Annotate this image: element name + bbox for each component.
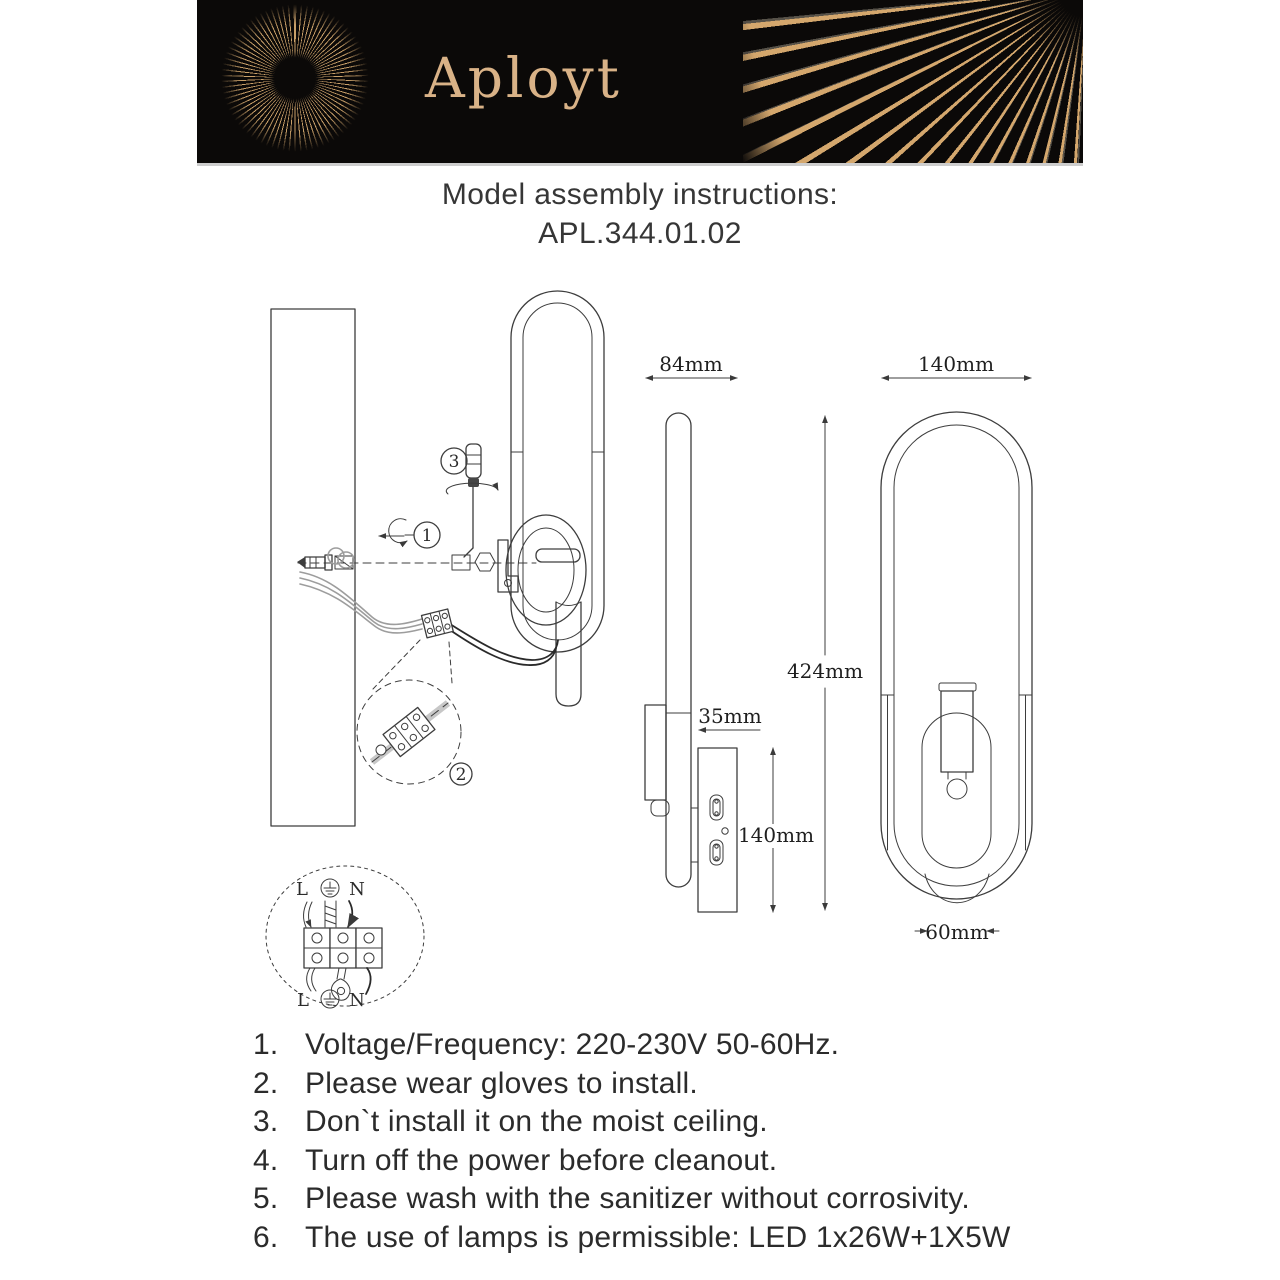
model-number: APL.344.01.02 [538, 217, 742, 250]
earth-symbol-icon [321, 990, 339, 1008]
dim-globe-label: 60mm [925, 920, 989, 944]
instruction-number: 6. [253, 1220, 279, 1254]
step-2-detail [357, 680, 472, 785]
page-title: Model assembly instructions: [441, 178, 839, 211]
instruction-text: Please wash with the sanitizer without corrosivity. [305, 1182, 970, 1215]
instruction-number: 2. [253, 1066, 279, 1100]
step-1-annotation [379, 519, 440, 548]
earth-symbol-icon [321, 879, 339, 897]
assembly-diagram [240, 280, 1080, 1020]
instruction-text: Please wear gloves to install. [305, 1066, 698, 1100]
terminal-block [304, 928, 382, 968]
instruction-item [253, 1142, 1073, 1181]
corner-rays-icon [743, 0, 1083, 163]
step-1-number: 1 [421, 526, 433, 546]
inline-terminal-block [421, 609, 453, 638]
terminal-label-top-n: N [349, 879, 365, 900]
instruction-item [253, 1103, 1073, 1142]
instruction-text: Turn off the power before cleanout. [305, 1143, 778, 1177]
lamp-three-quarter-view [506, 291, 604, 706]
dim-side-width-label: 84mm [659, 352, 723, 376]
step-3-annotation [441, 444, 498, 557]
title-block [0, 175, 1280, 253]
terminal-label-bottom-l: L [297, 990, 309, 1011]
instruction-item [253, 1026, 1073, 1065]
instruction-number: 4. [253, 1143, 279, 1177]
dim-depth-label: 35mm [698, 704, 762, 728]
instruction-text: Don`t install it on the moist ceiling. [305, 1105, 768, 1138]
terminal-wiring-detail [266, 866, 424, 1011]
terminal-label-bottom-n: N [349, 990, 365, 1011]
side-view [645, 352, 814, 912]
instruction-number: 1. [253, 1028, 279, 1061]
terminal-label-top-l: L [296, 879, 308, 900]
instruction-number: 5. [253, 1182, 279, 1215]
instruction-text: Voltage/Frequency: 220-230V 50-60Hz. [305, 1028, 840, 1061]
brand-wordmark: Aployt [425, 46, 622, 110]
dim-backplate-height-label: 140mm [737, 823, 815, 847]
front-view [881, 352, 1032, 944]
starburst-logo-icon [219, 2, 371, 154]
step-2-number: 2 [455, 765, 467, 785]
instruction-list [253, 1026, 1073, 1257]
instruction-item [253, 1065, 1073, 1104]
step-3-number: 3 [448, 452, 460, 472]
instruction-item [253, 1180, 1073, 1219]
dim-front-width-label: 140mm [917, 352, 995, 376]
instruction-item [253, 1219, 1073, 1258]
instruction-text: The use of lamps is permissible: LED 1x26W+1X5W [305, 1220, 1011, 1254]
brand-banner [197, 0, 1083, 166]
instruction-number: 3. [253, 1105, 279, 1138]
screwdriver-icon [468, 478, 479, 487]
dim-total-height-label: 424mm [786, 659, 864, 683]
